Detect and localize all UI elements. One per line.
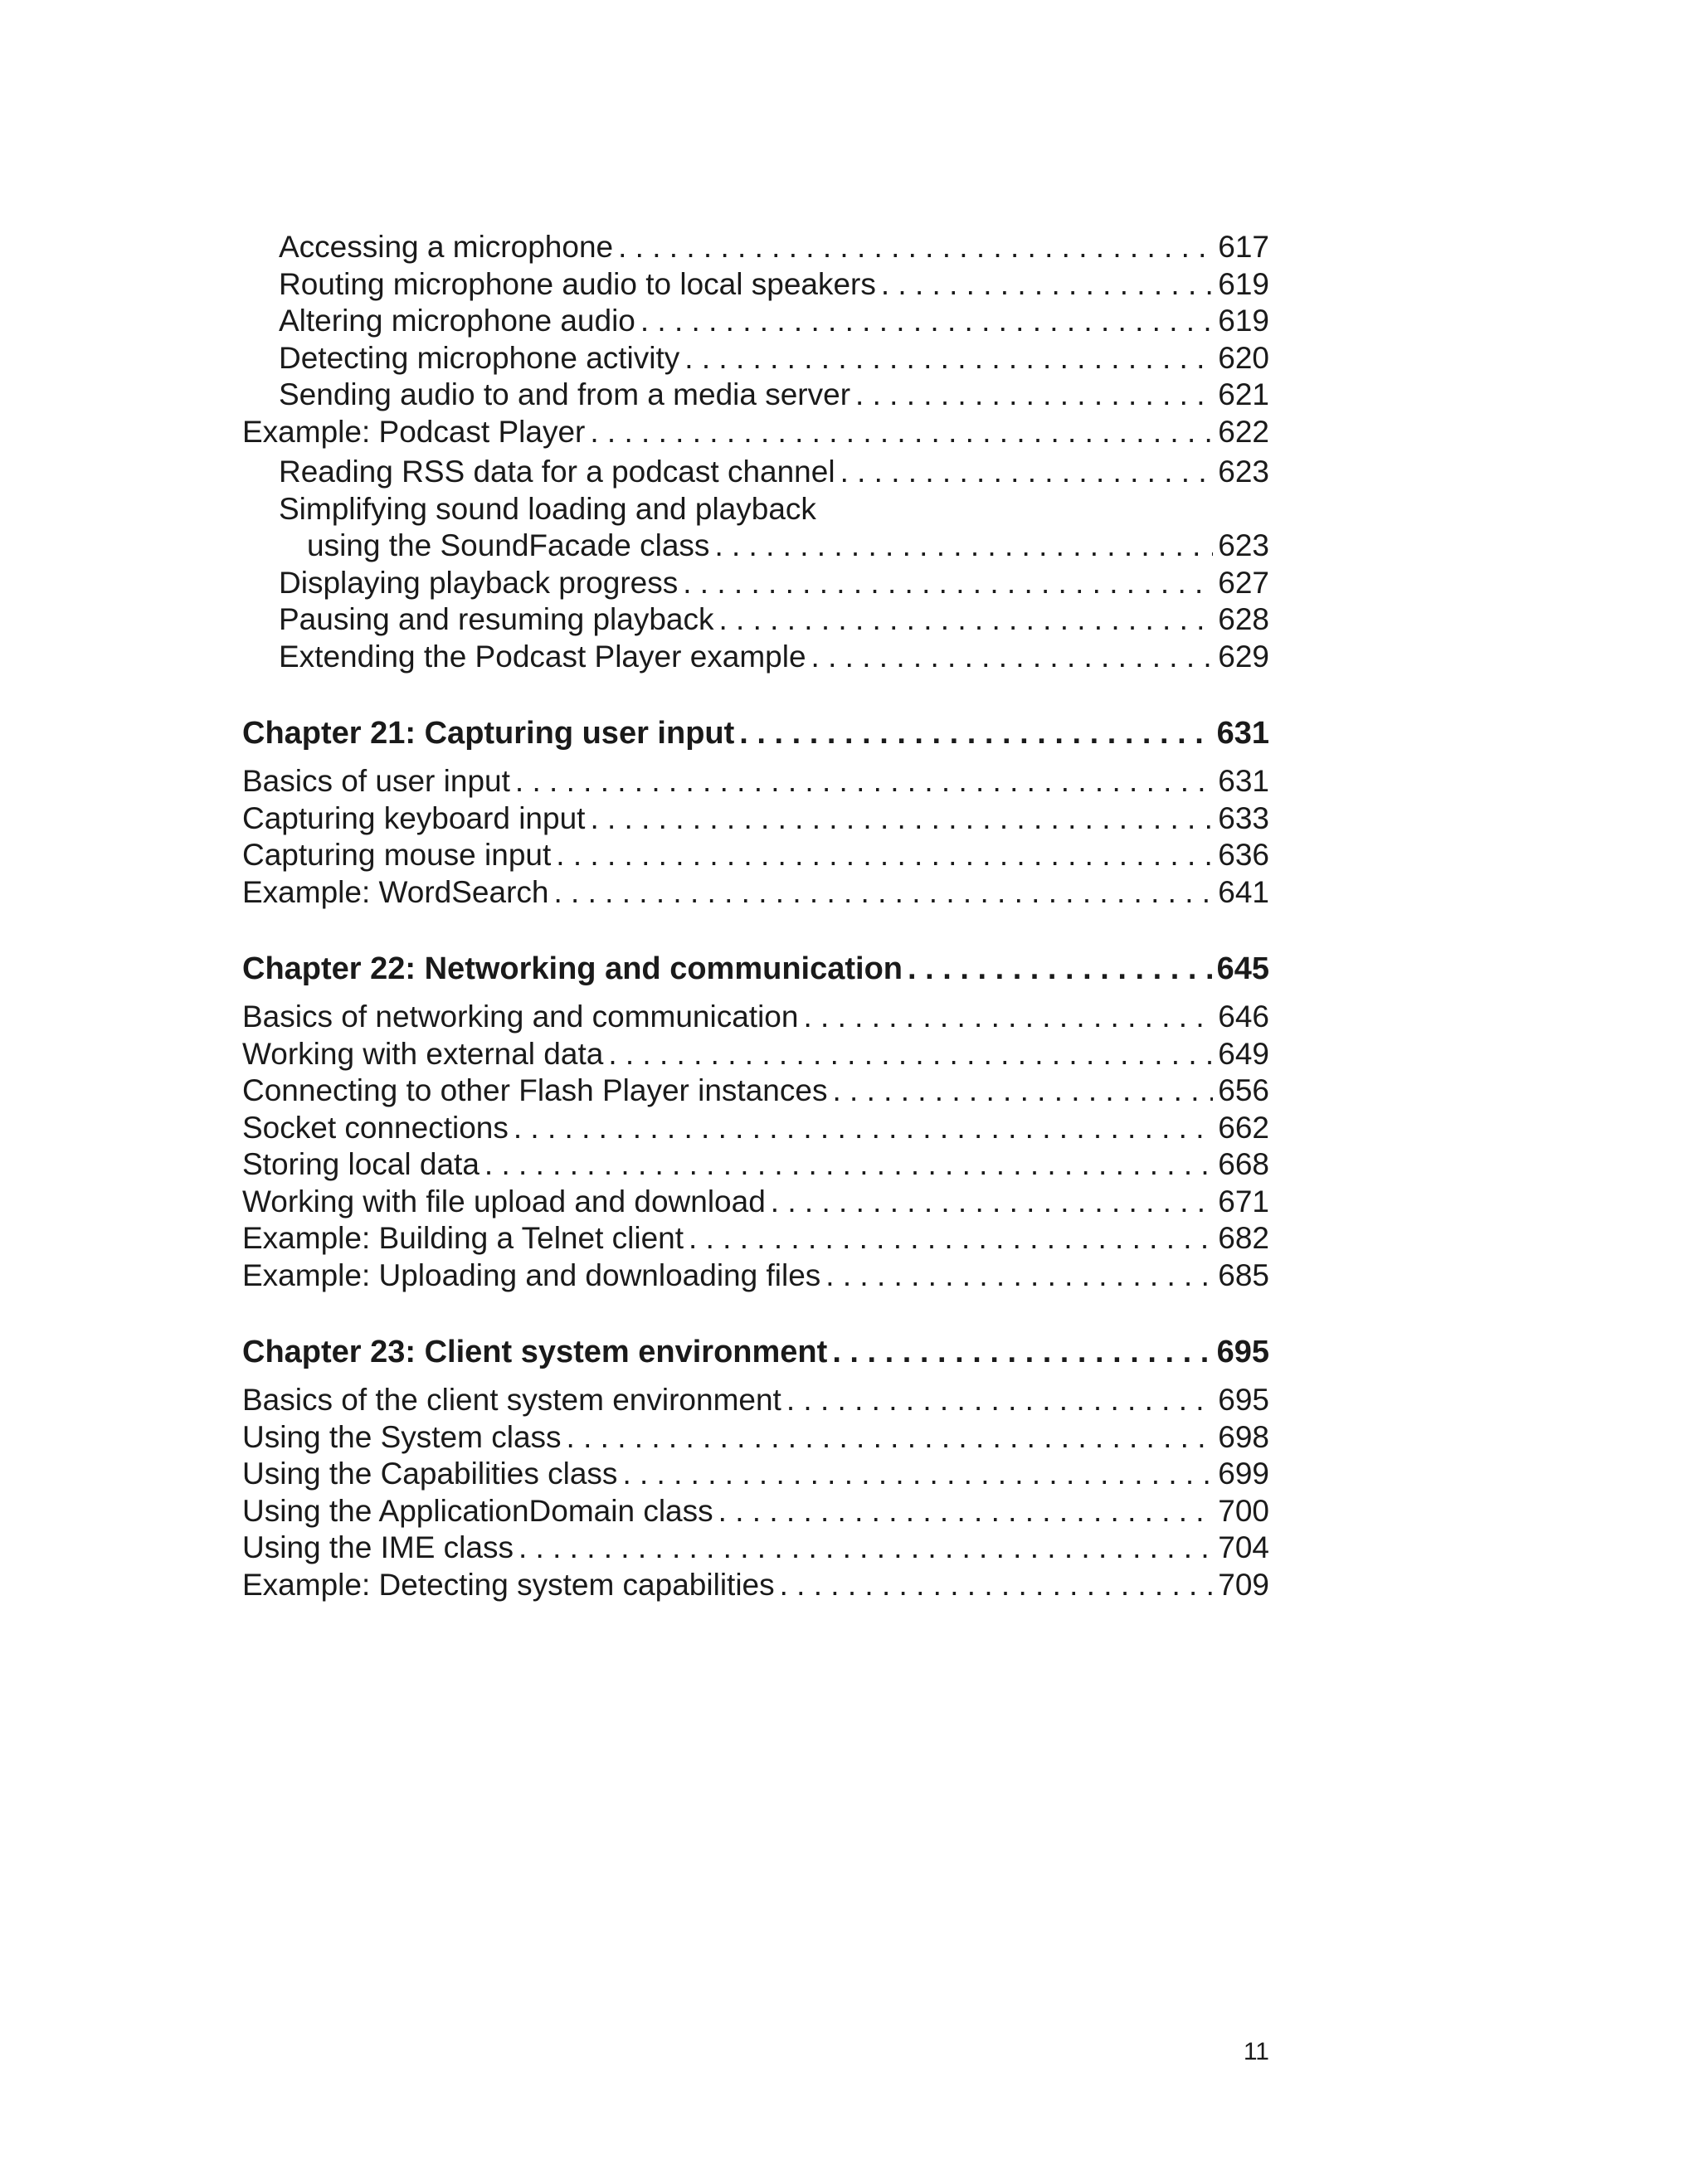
toc-entry-label: Example: Podcast Player (242, 414, 586, 449)
toc-entry[interactable] (242, 1073, 1269, 1110)
toc-entry[interactable] (242, 1530, 1269, 1567)
toc-entry-label: Capturing keyboard input (242, 800, 586, 835)
toc-entry[interactable] (242, 229, 1269, 266)
toc-entry[interactable] (242, 1146, 1269, 1184)
toc-entry[interactable] (242, 1257, 1269, 1295)
toc-entry-label: Using the IME class (242, 1530, 514, 1564)
dot-leader (718, 1493, 1214, 1530)
toc-entry-page: 668 (1218, 1147, 1269, 1181)
dot-leader (780, 1567, 1214, 1604)
dot-leader (803, 999, 1213, 1036)
toc-entry-label: Storing local data (242, 1147, 480, 1181)
toc-entry[interactable] (242, 1567, 1269, 1604)
dot-leader (608, 1036, 1213, 1073)
toc-entry-wrapped-line[interactable]: Simplifying sound loading and playback (279, 491, 816, 526)
dot-leader (618, 229, 1213, 266)
toc-entry-label: Basics of the client system environment (242, 1383, 781, 1417)
dot-leader (832, 1073, 1213, 1110)
chapter-section (242, 713, 1269, 911)
toc-entry[interactable] (242, 414, 1269, 451)
chapter-title: Chapter 21: Capturing user input (242, 716, 735, 751)
dot-leader (514, 1110, 1213, 1147)
toc-entry-page: 617 (1218, 230, 1269, 264)
page-number: 11 (1243, 2038, 1269, 2065)
toc-entry[interactable] (242, 1493, 1269, 1530)
toc-entry-label: Example: Uploading and downloading files (242, 1257, 821, 1292)
chapter-title: Chapter 23: Client system environment (242, 1335, 828, 1369)
toc-entry-page: 699 (1218, 1457, 1269, 1491)
chapter-heading[interactable] (242, 949, 1269, 989)
toc-entry-page: 619 (1218, 266, 1269, 301)
toc-entry-label: Capturing mouse input (242, 838, 552, 872)
toc-entry-page: 698 (1218, 1419, 1269, 1454)
toc-entry-page: 629 (1218, 639, 1269, 674)
toc-entry[interactable] (242, 1419, 1269, 1457)
dot-leader (567, 1419, 1214, 1457)
toc-entry[interactable] (242, 340, 1269, 377)
toc-entry-label: Example: WordSearch (242, 874, 549, 909)
toc-entry-page: 646 (1218, 1000, 1269, 1034)
dot-leader (622, 1456, 1213, 1493)
toc-entry-label: Using the System class (242, 1419, 562, 1454)
toc-entry-page: 621 (1218, 377, 1269, 411)
toc-entry-label: Pausing and resuming playback (279, 602, 714, 636)
dot-leader (689, 1220, 1213, 1257)
toc-entry-page: 620 (1218, 340, 1269, 375)
chapter-section (242, 1332, 1269, 1603)
dot-leader (556, 837, 1213, 874)
toc-entry[interactable] (242, 303, 1269, 340)
toc-entry[interactable] (242, 1110, 1269, 1147)
toc-entry-page: 627 (1218, 565, 1269, 600)
toc-entry[interactable] (242, 377, 1269, 414)
dot-leader (719, 601, 1214, 639)
toc-entry-label: Using the Capabilities class (242, 1457, 618, 1491)
toc-entry[interactable] (242, 639, 1269, 676)
toc-entry-page: 628 (1218, 602, 1269, 636)
table-of-contents (242, 229, 1269, 1603)
dot-leader (832, 1332, 1211, 1372)
toc-entry-label: Example: Building a Telnet client (242, 1221, 684, 1255)
toc-entry-label: Routing microphone audio to local speakers (279, 266, 876, 301)
dot-leader (786, 1382, 1213, 1419)
toc-entry-label: Connecting to other Flash Player instances (242, 1073, 828, 1107)
toc-entry-label: Socket connections (242, 1110, 509, 1145)
chapter-section (242, 949, 1269, 1294)
toc-entry-page: 704 (1218, 1530, 1269, 1564)
toc-entry[interactable] (242, 565, 1269, 602)
dot-leader (515, 763, 1213, 800)
toc-entry[interactable] (242, 874, 1269, 912)
dot-leader (590, 800, 1213, 838)
toc-entry-label: Basics of networking and communication (242, 1000, 799, 1034)
dot-leader (518, 1530, 1213, 1567)
dot-leader (590, 414, 1213, 451)
toc-entry[interactable] (242, 800, 1269, 838)
toc-entry-label: Detecting microphone activity (279, 340, 680, 375)
toc-entry-label: Example: Detecting system capabilities (242, 1567, 775, 1602)
dot-leader (484, 1146, 1213, 1184)
toc-entry-page: 622 (1218, 414, 1269, 449)
toc-entry-label: Sending audio to and from a media server (279, 377, 851, 411)
chapter-page: 695 (1216, 1335, 1269, 1369)
dot-leader (881, 266, 1213, 304)
toc-entry[interactable] (242, 999, 1269, 1036)
dot-leader (908, 949, 1212, 989)
dot-leader (714, 528, 1213, 565)
toc-entry[interactable] (242, 601, 1269, 639)
toc-entry[interactable] (242, 837, 1269, 874)
toc-entry[interactable] (242, 1184, 1269, 1221)
toc-entry-label: Altering microphone audio (279, 304, 635, 338)
toc-entry[interactable] (242, 763, 1269, 800)
toc-entry-page: 641 (1218, 874, 1269, 909)
dot-leader (840, 454, 1214, 491)
toc-entry-page: 623 (1218, 455, 1269, 489)
dot-leader (825, 1257, 1213, 1295)
toc-entry[interactable] (242, 1036, 1269, 1073)
dot-leader (640, 303, 1213, 340)
toc-entry-label: Accessing a microphone (279, 230, 614, 264)
toc-entry[interactable] (242, 528, 1269, 565)
toc-entry-page: 636 (1218, 838, 1269, 872)
toc-entry-page: 685 (1218, 1257, 1269, 1292)
toc-entry-label: using the SoundFacade class (307, 528, 710, 562)
toc-entry-label: Reading RSS data for a podcast channel (279, 455, 835, 489)
dot-leader (855, 377, 1213, 414)
toc-entry-page: 656 (1218, 1073, 1269, 1107)
chapter-heading[interactable] (242, 713, 1269, 753)
toc-lead-group (242, 229, 1269, 675)
toc-entry[interactable] (242, 1382, 1269, 1419)
toc-entry-label: Using the ApplicationDomain class (242, 1493, 713, 1528)
toc-entry-label: Working with external data (242, 1036, 604, 1071)
toc-entry-page: 631 (1218, 764, 1269, 798)
toc-entry[interactable] (242, 1456, 1269, 1493)
toc-entry-page: 649 (1218, 1036, 1269, 1071)
dot-leader (683, 565, 1213, 602)
dot-leader (739, 713, 1211, 753)
toc-entry[interactable] (242, 454, 1269, 491)
toc-entry-label: Basics of user input (242, 764, 510, 798)
toc-entry-label: Working with file upload and download (242, 1184, 766, 1218)
toc-entry[interactable] (242, 1220, 1269, 1257)
toc-entry-page: 695 (1218, 1383, 1269, 1417)
chapter-heading[interactable] (242, 1332, 1269, 1372)
toc-entry-page: 682 (1218, 1221, 1269, 1255)
toc-entry-page: 709 (1218, 1567, 1269, 1602)
toc-entry-label: Extending the Podcast Player example (279, 639, 806, 674)
chapter-title: Chapter 22: Networking and communication (242, 951, 903, 986)
toc-entry-page: 662 (1218, 1110, 1269, 1145)
toc-entry-page: 700 (1218, 1493, 1269, 1528)
dot-leader (811, 639, 1214, 676)
toc-entry-page: 633 (1218, 800, 1269, 835)
toc-entry-page: 671 (1218, 1184, 1269, 1218)
dot-leader (684, 340, 1213, 377)
toc-entry-page: 619 (1218, 304, 1269, 338)
dot-leader (771, 1184, 1213, 1221)
toc-entry-label: Displaying playback progress (279, 565, 679, 600)
chapter-page: 631 (1216, 716, 1269, 751)
dot-leader (553, 874, 1213, 912)
chapter-page: 645 (1216, 951, 1269, 986)
toc-entry[interactable] (242, 266, 1269, 304)
toc-entry-page: 623 (1218, 528, 1269, 562)
